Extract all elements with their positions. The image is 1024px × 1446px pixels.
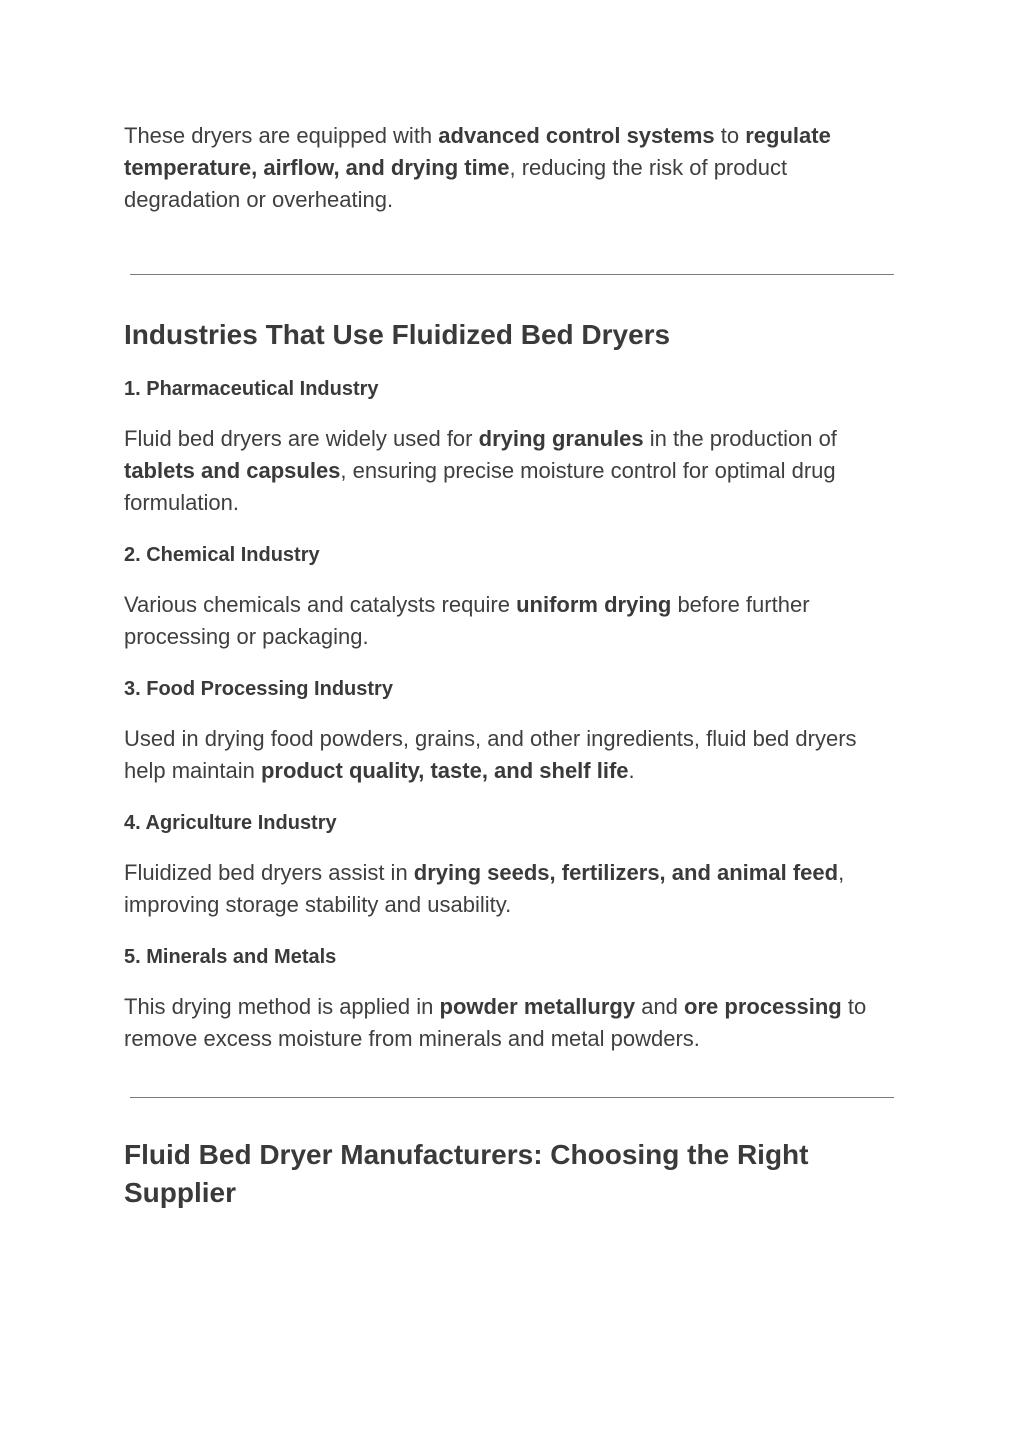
paragraph-food-processing: Used in drying food powders, grains, and other ingredients, fluid bed dryers help maintain product quality, taste, and shelf life. — [124, 726, 857, 783]
divider — [130, 1097, 894, 1098]
subheading-pharmaceutical: 1. Pharmaceutical Industry — [124, 378, 379, 400]
section-heading: Fluid Bed Dryer Manufacturers: Choosing the Right Supplier — [124, 1139, 809, 1208]
intro-paragraph: These dryers are equipped with advanced control systems to regulate temperature, airflow, and drying time, reducing the risk of product degradation or overheating. — [124, 123, 831, 212]
paragraph-minerals-metals: This drying method is applied in powder metallurgy and ore processing to remove excess moisture from minerals and metal powders. — [124, 994, 867, 1051]
subheading-chemical: 2. Chemical Industry — [124, 544, 320, 566]
section-heading: Industries That Use Fluidized Bed Dryers — [124, 319, 671, 350]
subheading-food-processing: 3. Food Processing Industry — [124, 678, 393, 700]
paragraph-pharmaceutical: Fluid bed dryers are widely used for drying granules in the production of tablets and capsules, ensuring precise moisture control for optimal drug formulation. — [124, 426, 837, 515]
subheading-minerals-metals: 5. Minerals and Metals — [124, 946, 337, 968]
document-page — [124, 120, 904, 1212]
subheading-agriculture: 4. Agriculture Industry — [124, 812, 337, 834]
paragraph-chemical: Various chemicals and catalysts require uniform drying before further processing or packaging. — [124, 592, 810, 649]
paragraph-agriculture: Fluidized bed dryers assist in drying seeds, fertilizers, and animal feed, improving storage stability and usability. — [124, 860, 845, 917]
divider — [130, 274, 894, 275]
